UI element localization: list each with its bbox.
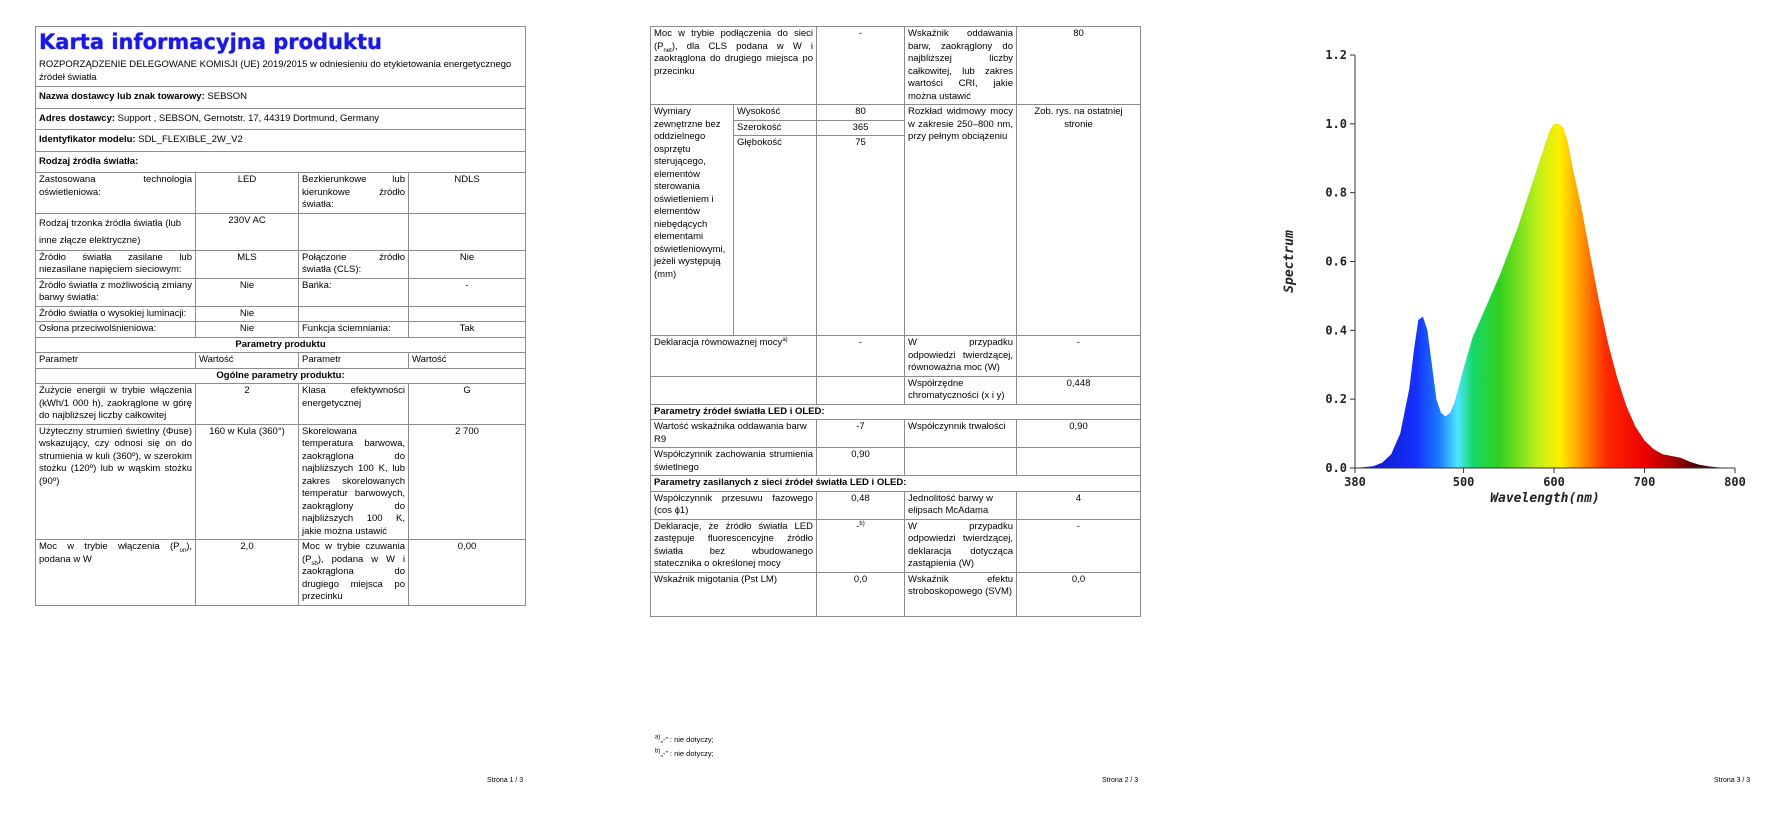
y-tick-label: 0.0 (1325, 461, 1347, 475)
section-header-row (651, 476, 1141, 492)
x-tick-label: 600 (1543, 475, 1565, 489)
mains-label: Źródło światła zasilane lub niezasilane napięciem sieciowym: (36, 250, 196, 278)
regulation-text: ROZPORZĄDZENIE DELEGOWANE KOMISJI (UE) 2019/2015 w odniesieniu do etykietowania energetycznego źródeł światła (39, 59, 512, 83)
supplier-value: SEBSON (207, 91, 248, 102)
cls-label: Połączone źródło światła (CLS): (299, 250, 409, 278)
equiv-label: Deklaracja równoważnej mocy$^{a)}$ (651, 336, 817, 377)
table-row (36, 540, 526, 606)
model-label: Identyfikator modelu: (39, 134, 136, 145)
table-row (36, 306, 526, 322)
table-row (651, 491, 1141, 519)
directional-value: NDLS (409, 173, 526, 214)
x-tick-label: 700 (1633, 475, 1656, 489)
efficiency-class-label: Klasa efektywności energetycznej (299, 384, 409, 425)
colour-tunable-value: Nie (196, 278, 299, 306)
flicker-value: 0,0 (817, 572, 905, 616)
tech-label: Zastosowana technologia oświetleniowa: (36, 173, 196, 214)
spectrum-chart (1260, 35, 1760, 535)
x-tick-label: 380 (1344, 475, 1366, 489)
equiv-value: - (817, 336, 905, 377)
x-tick-label: 500 (1452, 475, 1475, 489)
mcadam-value: 4 (1017, 491, 1141, 519)
cap-label: Rodzaj trzonka źródła światła (lub inne złącze elektryczne) (36, 213, 196, 250)
pnet-label: Moc w trybie podłączenia do sieci $(P_{net})$, dla CLS podana w W i zaokrąglona do drugiego miejsca po przecinku (651, 27, 817, 105)
cap-value: 230V AC (196, 213, 299, 250)
document-title: Karta informacyjna produktu (39, 30, 382, 54)
energy-value: 2 (196, 384, 299, 425)
general-params-header: Ogólne parametry produktu: (36, 368, 526, 384)
title-row (36, 27, 526, 87)
chroma-value: 0,448 (1017, 376, 1141, 404)
address-value: Support , SEBSON, Gernotstr. 17, 44319 Dortmund, Germany (117, 112, 380, 124)
footnotes (655, 733, 714, 761)
cls-value: Nie (409, 250, 526, 278)
page-footer: Strona 3 / 3 (1714, 777, 1751, 784)
r9-label: Wartość wskaźnika oddawania barw R9 (651, 420, 817, 448)
page-footer: Strona 2 / 3 (1102, 777, 1139, 784)
cct-label: Skorelowana temperatura barwowa, zaokrąglona do najbliższych 100 K, lub zakres skorelowanych temperatur barwowych, zaokrąglony do najbliższych 100 K, jakie można ustawić (299, 424, 409, 540)
width-value: 365 (817, 120, 905, 136)
chroma-label: Współrzędne chromatyczności (x i y) (905, 376, 1017, 404)
plot-area (1282, 48, 1746, 506)
colour-tunable-label: Źródło światła z możliwością zmiany barwy światła: (36, 278, 196, 306)
fluorescent-replacement-value: -$^{b)}$ (817, 519, 905, 572)
fluorescent-replacement-label: Deklaracje, że źródło światła LED zastępuje fluorescencyjne źródło światła bez wbudowanego statecznika o określonej mocy (651, 519, 817, 572)
footnote-b: $^{b)}$„-” : nie dotyczy; (655, 748, 714, 758)
supplier-label: Nazwa dostawcy lub znak towarowy: (39, 91, 205, 102)
y-tick-label: 0.2 (1325, 392, 1347, 407)
y-tick-label: 0.8 (1325, 185, 1347, 200)
depth-value: 75 (817, 136, 905, 336)
col-value: Wartość (409, 353, 526, 369)
fluorescent-w-value: - (1017, 519, 1141, 572)
mains-value: MLS (196, 250, 299, 278)
survival-label: Współczynnik trwałości (905, 420, 1017, 448)
table-row (36, 213, 526, 250)
energy-label: Zużycie energii w trybie włączenia (kWh/1 000 h), zaokrąglone w górę do najbliższej liczby całkowitej (36, 384, 196, 425)
svm-value: 0,0 (1017, 572, 1141, 616)
address-label: Adres dostawcy: (39, 112, 116, 124)
high-luminance-label: Źródło światła o wysokiej luminacji: (36, 306, 196, 322)
section-header-row (36, 368, 526, 384)
envelope-label: Bańka: (299, 278, 409, 306)
spd-value: Zob. rys. na ostatniej stronie (1017, 105, 1141, 336)
table-row (651, 420, 1141, 448)
psb-value: 0,00 (409, 540, 526, 606)
pon-value: 2,0 (196, 540, 299, 606)
mcadam-label: Jednolitość barwy w elipsach McAdama (905, 491, 1017, 519)
product-info-table-page-2 (650, 26, 1141, 617)
spectrum-area (1355, 124, 1735, 468)
survival-value: 0,90 (1017, 420, 1141, 448)
col-value: Wartość (196, 353, 299, 369)
supplier-row (36, 87, 526, 109)
maintenance-label: Współczynnik zachowania strumienia świetlnego (651, 448, 817, 476)
envelope-value: - (409, 278, 526, 306)
table-row (36, 424, 526, 540)
antiglare-value: Nie (196, 322, 299, 338)
table-row (651, 519, 1141, 572)
high-luminance-value: Nie (196, 306, 299, 322)
table-row (651, 336, 1141, 377)
tech-value: LED (196, 173, 299, 214)
table-row (36, 322, 526, 338)
dimensions-label: Wymiary zewnętrzne bez oddzielnego osprzętu sterującego, elementów sterowania oświetleniem i elementów niebędących elementami oświetleniowymi, jeżeli występują (mm) (651, 105, 734, 336)
pnet-value: - (817, 27, 905, 105)
power-factor-value: 0,48 (817, 491, 905, 519)
section-header-row (36, 337, 526, 353)
table-row (36, 250, 526, 278)
cri-label: Wskaźnik oddawania barw, zaokrąglony do najbliższej liczby całkowitej, lub zakres wartości CRI, jakie można ustawić (905, 27, 1017, 105)
power-factor-label: Współczynnik przesuwu fazowego (cos ϕ1) (651, 491, 817, 519)
table-row (36, 278, 526, 306)
y-tick-label: 0.4 (1325, 323, 1347, 338)
efficiency-class-value: G (409, 384, 526, 425)
source-type-row (36, 151, 526, 173)
model-row (36, 130, 526, 152)
cri-value: 80 (1017, 27, 1141, 105)
depth-label: Głębokość (734, 136, 817, 336)
maintenance-value: 0,90 (817, 448, 905, 476)
cct-value: 2 700 (409, 424, 526, 540)
spd-label: Rozkład widmowy mocy w zakresie 250–800 nm, przy pełnym obciążeniu (905, 105, 1017, 336)
mains-led-params-header: Parametry zasilanych z sieci źródeł światła LED i OLED: (651, 476, 1141, 492)
height-value: 80 (817, 105, 905, 121)
source-type-header: Rodzaj źródła światła: (36, 151, 526, 173)
table-row (651, 448, 1141, 476)
equiv-w-label: W przypadku odpowiedzi twierdzącej, równoważna moc (W) (905, 336, 1017, 377)
flicker-label: Wskaźnik migotania (Pst LM) (651, 572, 817, 616)
y-tick-label: 0.6 (1325, 254, 1347, 269)
equiv-w-value: - (1017, 336, 1141, 377)
address-row (36, 108, 526, 130)
fluorescent-w-label: W przypadku odpowiedzi twierdzącej, deklaracja dotycząca zastąpienia (W) (905, 519, 1017, 572)
table-row (651, 105, 1141, 121)
dimmable-value: Tak (409, 322, 526, 338)
directional-label: Bezkierunkowe lub kierunkowe źródło światła: (299, 173, 409, 214)
flux-label: Użyteczny strumień świetlny (Φuse) wskazujący, czy odnosi się on do strumienia w kuli (360º), w szerokim stożku (120º) lub w wąskim stożku (90º) (36, 424, 196, 540)
y-tick-label: 1.2 (1325, 48, 1347, 62)
table-row (36, 384, 526, 425)
product-info-table-page-1 (35, 26, 526, 606)
antiglare-label: Osłona przeciwolśnieniowa: (36, 322, 196, 338)
col-param: Parametr (299, 353, 409, 369)
svm-label: Wskaźnik efektu stroboskopowego (SVM) (905, 572, 1017, 616)
psb-label: Moc w trybie czuwania $(P_{sb})$, podana w W i zaokrąglona do drugiego miejsca po przecinku (299, 540, 409, 606)
page-footer: Strona 1 / 3 (487, 777, 524, 784)
r9-value: -7 (817, 420, 905, 448)
table-row (651, 572, 1141, 616)
y-axis-label: Spectrum (1282, 230, 1297, 293)
table-row (651, 27, 1141, 105)
x-tick-label: 800 (1724, 475, 1746, 489)
table-row (36, 173, 526, 214)
led-params-header: Parametry źródeł światła LED i OLED: (651, 404, 1141, 420)
product-params-header: Parametry produktu (36, 337, 526, 353)
width-label: Szerokość (734, 120, 817, 136)
column-header-row (36, 353, 526, 369)
x-axis-label: Wavelength(nm) (1490, 491, 1600, 506)
section-header-row (651, 404, 1141, 420)
pon-label: Moc w trybie włączenia $(P_{on})$, podana w W (36, 540, 196, 606)
col-param: Parametr (36, 353, 196, 369)
y-tick-label: 1.0 (1325, 116, 1347, 131)
dimmable-label: Funkcja ściemniania: (299, 322, 409, 338)
footnote-a: $^{a)}$„-” : nie dotyczy; (655, 734, 714, 744)
flux-value: 160 w Kula (360°) (196, 424, 299, 540)
table-row (651, 376, 1141, 404)
height-label: Wysokość (734, 105, 817, 121)
model-value: SDL_FLEXIBLE_2W_V2 (138, 134, 243, 145)
